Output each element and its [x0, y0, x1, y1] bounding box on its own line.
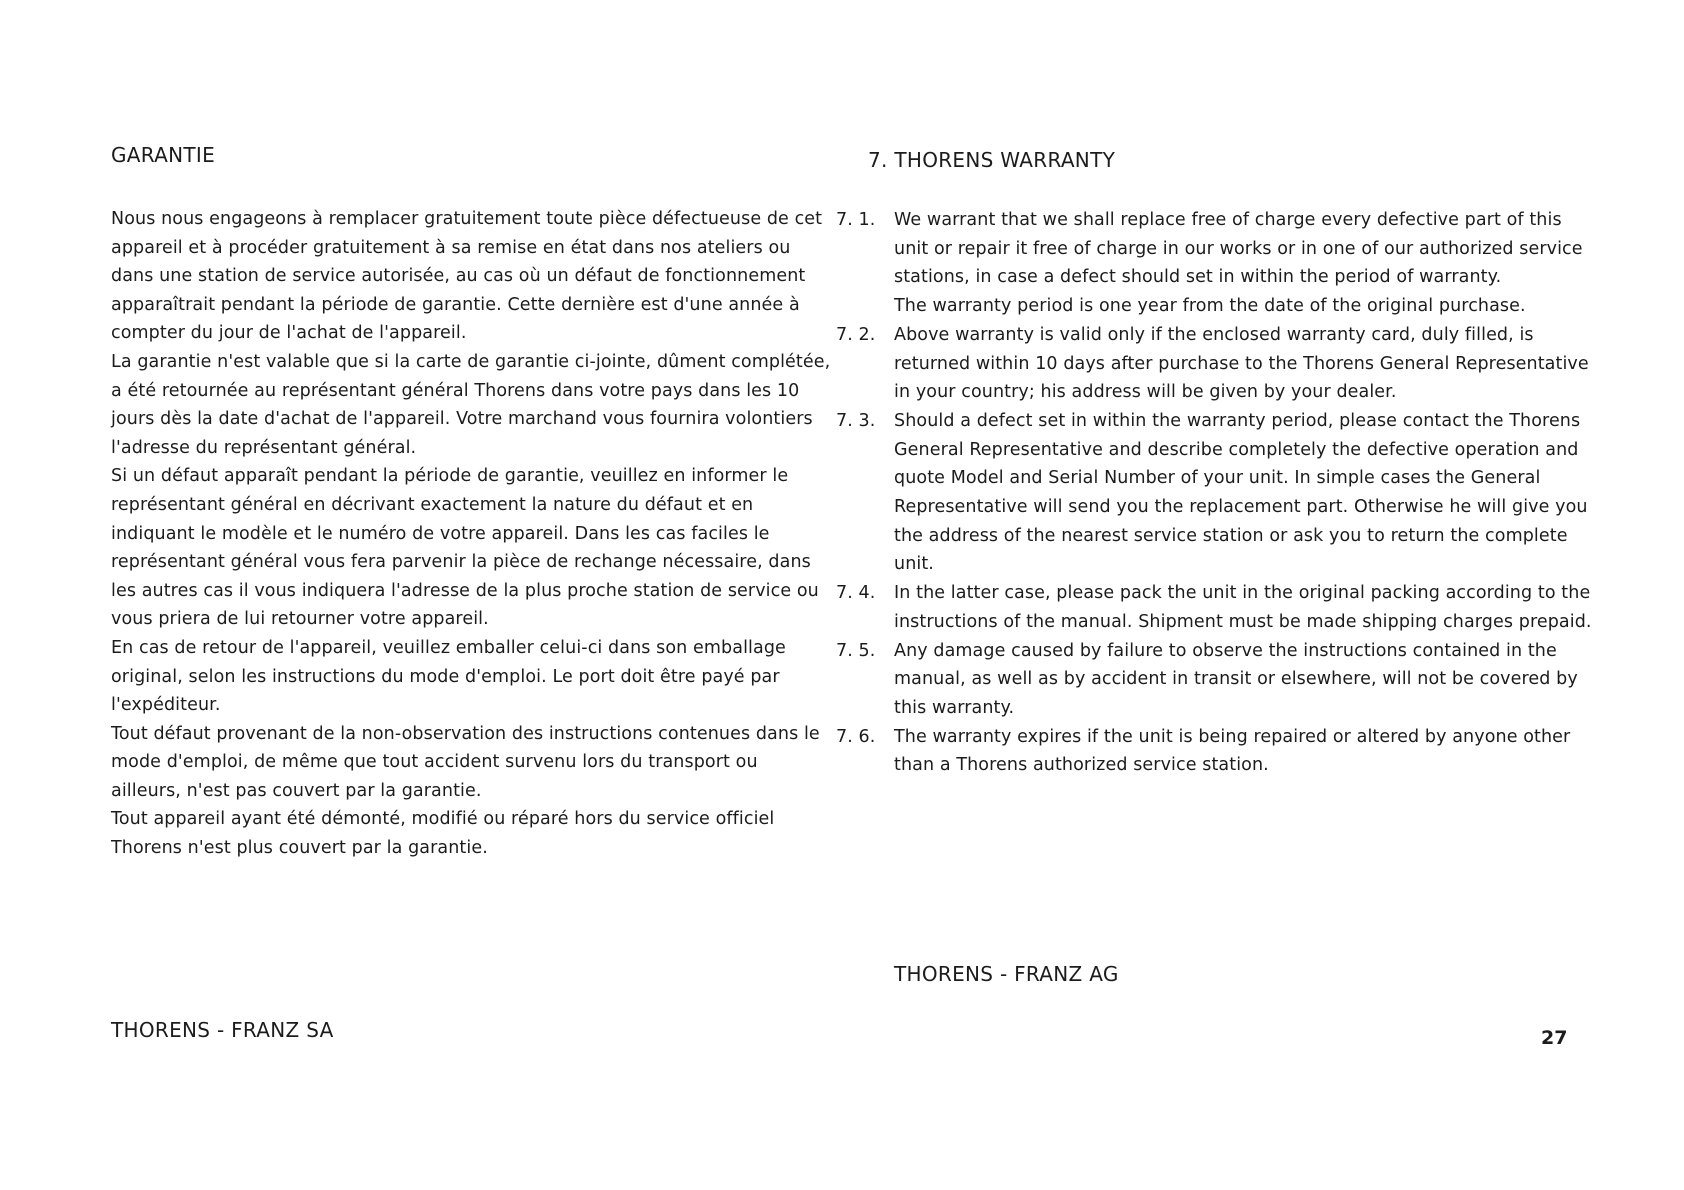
clause-text: We warrant that we shall replace free of charge every defective part of this unit or repair it free of charge in our works or in one of our authorized service stations, in case a defect should set in within the period of warranty.	[894, 210, 1583, 288]
clause-text: Any damage caused by failure to observe the instructions contained in the manual, as well as by accident in transit or elsewhere, will not be covered by this warranty.	[894, 640, 1578, 718]
right-footer-company: THORENS - FRANZ AG	[894, 962, 1119, 986]
warranty-clause	[836, 579, 1596, 636]
french-paragraph: Tout appareil ayant été démonté, modifié ou réparé hors du service officiel Thorens n'est plus couvert par la garantie.	[111, 809, 775, 859]
clause-number: 7. 1.	[836, 210, 876, 230]
warranty-clause	[836, 321, 1596, 407]
clause-text: Should a defect set in within the warranty period, please contact the Thorens General Representative and describe completely the defective operation and quote Model and Serial Number of your unit. In simple cases the General Representative will send you the replacement part. Otherwise he will give you the address of the nearest service station or ask you to return the complete unit.	[894, 410, 1588, 575]
left-footer-company: THORENS - FRANZ SA	[111, 1018, 334, 1042]
clause-text: The warranty expires if the unit is being repaired or altered by anyone other than a Thorens authorized service station.	[894, 726, 1571, 776]
warranty-clause	[836, 723, 1596, 780]
left-heading: GARANTIE	[111, 143, 216, 167]
page-number: 27	[1541, 1027, 1568, 1049]
clause-number: 7. 2.	[836, 324, 876, 345]
clause-text: Above warranty is valid only if the enclosed warranty card, duly filled, is returned within 10 days after purchase to the Thorens General Representative in your country; his address will be given by your dealer.	[894, 324, 1589, 403]
french-paragraph: En cas de retour de l'appareil, veuillez emballer celui-ci dans son emballage original, selon les instructions du mode d'emploi. Le port doit être payé par l'expéditeur.	[111, 637, 786, 716]
french-paragraph: Si un défaut apparaît pendant la période de garantie, veuillez en informer le représentant général en décrivant exactement la nature du défaut et en indiquant le modèle et le numéro de votre appareil. Dans les cas faciles le représentant général vous fera parvenir la pièce de rechange nécessaire, dans les autres cas il vous indiquera l'adresse de la plus proche station de service ou vous priera de lui retourner votre appareil.	[111, 466, 819, 630]
warranty-clause	[836, 206, 1596, 321]
clause-text: In the latter case, please pack the unit in the original packing according to the instructions of the manual. Shipment must be made shipping charges prepaid.	[894, 583, 1592, 632]
clause-note: The warranty period is one year from the date of the original purchase.	[894, 296, 1526, 317]
french-paragraph: Tout défaut provenant de la non-observation des instructions contenues dans le mode d'emploi, de même que tout accident survenu lors du transport ou ailleurs, n'est pas couvert par la garantie.	[111, 723, 820, 801]
right-heading: 7. THORENS WARRANTY	[868, 148, 1116, 172]
french-paragraph: La garantie n'est valable que si la carte de garantie ci-jointe, dûment complétée, a été retournée au représentant général Thorens dans votre pays dans les 10 jours dès la date d'achat de l'appareil. Votre marchand vous fournira volontiers l'adresse du représentant général.	[111, 351, 831, 458]
english-warranty-list	[836, 206, 1596, 780]
warranty-clause	[836, 637, 1596, 723]
clause-number: 7. 3.	[836, 410, 876, 431]
warranty-clause	[836, 407, 1596, 579]
clause-number: 7. 5.	[836, 640, 876, 661]
french-warranty-text	[111, 205, 831, 863]
french-paragraph: Nous nous engageons à remplacer gratuitement toute pièce défectueuse de cet appareil et à procéder gratuitement à sa remise en état dans nos ateliers ou dans une station de service autorisée, au cas où un défaut de fonctionnement apparaîtrait pendant la période de garantie. Cette dernière est d'une année à compter du jour de l'achat de l'appareil.	[111, 209, 823, 344]
clause-number: 7. 4.	[836, 583, 876, 604]
clause-number: 7. 6.	[836, 726, 876, 747]
